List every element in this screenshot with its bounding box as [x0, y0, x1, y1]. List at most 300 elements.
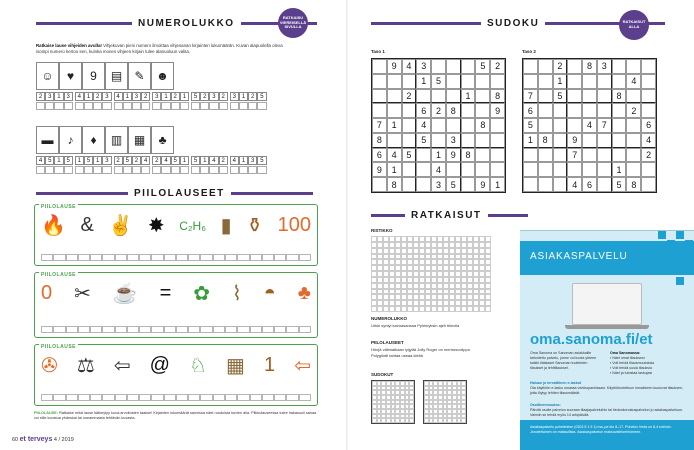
sudoku-cell[interactable]: 6: [523, 103, 538, 118]
sudoku-cell[interactable]: [538, 89, 553, 104]
sudoku-badge: RATKAISUT ALLA: [619, 10, 649, 40]
piilolause-letter-cell[interactable]: [66, 326, 78, 333]
piilolause-letter-cell[interactable]: [102, 326, 114, 333]
sudoku-cell[interactable]: 1: [490, 177, 505, 192]
sudoku-cell[interactable]: [612, 148, 627, 163]
sudoku-cell[interactable]: [626, 162, 641, 177]
sudoku-cell[interactable]: 5: [475, 59, 490, 74]
answer-letter-cell[interactable]: [45, 102, 54, 110]
sudoku-cell[interactable]: 5: [523, 118, 538, 133]
piilolause-letter-cell[interactable]: [237, 326, 249, 333]
sudoku-cell[interactable]: [553, 148, 568, 163]
sudoku-cell[interactable]: [582, 133, 597, 148]
sudoku-cell[interactable]: [475, 103, 490, 118]
piilolause-letter-cell[interactable]: [127, 254, 139, 261]
folio-issue: 4 / 2019: [53, 437, 74, 443]
sudoku-cell[interactable]: 8: [372, 133, 387, 148]
sudoku-cell[interactable]: [416, 177, 431, 192]
piilolause-icons-1: [41, 213, 311, 238]
sudoku-cell[interactable]: [461, 103, 476, 118]
sudoku-cell[interactable]: [387, 103, 402, 118]
sudoku-cell[interactable]: 3: [416, 59, 431, 74]
answer-letter-cell[interactable]: [219, 102, 228, 110]
piilolause-letter-cell[interactable]: [200, 326, 212, 333]
sudoku-cell[interactable]: [582, 162, 597, 177]
piilolause-letter-cell[interactable]: [90, 254, 102, 261]
answer-letter-cell[interactable]: [248, 102, 257, 110]
sudoku-cell[interactable]: [431, 133, 446, 148]
sudoku-cell[interactable]: 4: [626, 74, 641, 89]
sudoku-cell[interactable]: [490, 162, 505, 177]
answer-letter-cell[interactable]: [180, 166, 189, 174]
piilolause-letter-cell[interactable]: [237, 254, 249, 261]
sudoku-cell[interactable]: [626, 118, 641, 133]
sudoku-cell[interactable]: 4: [567, 177, 582, 192]
piilolause-letter-cell[interactable]: [237, 394, 249, 401]
rebus-answer-2[interactable]: [36, 166, 267, 174]
piilolause-letter-cell[interactable]: [139, 394, 151, 401]
sudoku-cell[interactable]: [567, 162, 582, 177]
sudoku-cell[interactable]: 6: [416, 103, 431, 118]
piilolause-letter-cell[interactable]: [41, 326, 53, 333]
sudoku-cell[interactable]: [402, 74, 417, 89]
piilolause-letter-cell[interactable]: [274, 254, 286, 261]
piilolause-answer-3[interactable]: [41, 394, 311, 401]
piilolause-letter-cell[interactable]: [250, 326, 262, 333]
sudoku-cell[interactable]: 5: [402, 148, 417, 163]
sudoku-cell[interactable]: [582, 148, 597, 163]
piilolause-letter-cell[interactable]: [225, 326, 237, 333]
ad-bottom-band: Asiakaspalvelu puhelimitse (0303 5 1 5 1) ma–pe klo 8–17. Puhelun hinta on 8,4 snt/min. Jonotettuinen on maksullista. Asiakaspalvelun maksuvaihtoehtoineen.: [520, 420, 694, 450]
ratkaisut-title: RATKAISUT: [411, 210, 482, 221]
answer-letter-cell[interactable]: [64, 166, 73, 174]
sudoku-cell[interactable]: 2: [641, 148, 656, 163]
piilolause-letter-cell[interactable]: [53, 326, 65, 333]
piilolause-letter-cell[interactable]: [262, 326, 274, 333]
sudoku-cell[interactable]: [475, 89, 490, 104]
sudoku-cell[interactable]: [475, 162, 490, 177]
sudoku-cell[interactable]: [372, 59, 387, 74]
answer-letter-cell[interactable]: [102, 102, 111, 110]
answer-letter-cell[interactable]: [54, 166, 63, 174]
sudoku-cell[interactable]: [612, 103, 627, 118]
sudoku-cell[interactable]: [597, 177, 612, 192]
piilolause-letter-cell[interactable]: [176, 254, 188, 261]
piilolause-letter-cell[interactable]: [151, 394, 163, 401]
sudoku-cell[interactable]: [538, 118, 553, 133]
answer-letter-cell[interactable]: [141, 102, 150, 110]
sudoku-cell[interactable]: [461, 177, 476, 192]
sudoku-cell[interactable]: [387, 89, 402, 104]
sudoku-cell[interactable]: [402, 133, 417, 148]
answer-letter-cell[interactable]: [257, 102, 266, 110]
answer-letter-cell[interactable]: [84, 102, 93, 110]
sudoku-cell[interactable]: 4: [431, 162, 446, 177]
sudoku-cell[interactable]: [446, 74, 461, 89]
answer-letter-cell[interactable]: [93, 102, 102, 110]
sudoku-cell[interactable]: [626, 59, 641, 74]
ad-col2-item: ▪ Näet omat tilauksesi: [610, 356, 645, 361]
digit-cell: 3: [209, 92, 218, 101]
sudoku-cell[interactable]: [523, 177, 538, 192]
sudoku-cell[interactable]: 2: [490, 59, 505, 74]
answer-letter-cell[interactable]: [171, 166, 180, 174]
piilolause-letter-cell[interactable]: [41, 254, 53, 261]
sudoku-cell[interactable]: 9: [387, 59, 402, 74]
answer-letter-cell[interactable]: [191, 166, 200, 174]
answer-letter-cell[interactable]: [114, 102, 123, 110]
answer-letter-cell[interactable]: [36, 102, 45, 110]
piilolause-letter-cell[interactable]: [164, 254, 176, 261]
sudoku-cell[interactable]: 8: [490, 89, 505, 104]
sudoku-cell[interactable]: [626, 133, 641, 148]
sudoku-cell[interactable]: [567, 74, 582, 89]
piilolause-letter-cell[interactable]: [274, 394, 286, 401]
sudoku-cell[interactable]: 5: [553, 89, 568, 104]
sudoku-cell[interactable]: [387, 133, 402, 148]
piilolause-letter-cell[interactable]: [151, 254, 163, 261]
sudoku-cell[interactable]: 2: [431, 103, 446, 118]
sudoku-cell[interactable]: [538, 162, 553, 177]
sudoku-cell[interactable]: [523, 162, 538, 177]
piilolause-letter-cell[interactable]: [127, 394, 139, 401]
answer-letter-cell[interactable]: [248, 166, 257, 174]
answer-letter-cell[interactable]: [257, 166, 266, 174]
sudoku-cell[interactable]: 8: [538, 133, 553, 148]
sudoku-cell[interactable]: [538, 74, 553, 89]
sudoku-cell[interactable]: [490, 148, 505, 163]
digit-cell: 1: [123, 92, 132, 101]
sudoku-cell[interactable]: [553, 133, 568, 148]
piilolause-letter-cell[interactable]: [139, 326, 151, 333]
sudoku-cell[interactable]: [461, 133, 476, 148]
piilolause-letter-cell[interactable]: [78, 326, 90, 333]
sudoku-cell[interactable]: 1: [387, 162, 402, 177]
sudoku-cell[interactable]: [597, 133, 612, 148]
piilolause-picture-icon: ♘: [189, 355, 207, 377]
piilolause-letter-cell[interactable]: [200, 254, 212, 261]
sudoku-cell[interactable]: 2: [553, 59, 568, 74]
piilolause-letter-cell[interactable]: [53, 254, 65, 261]
sudoku-cell[interactable]: [490, 74, 505, 89]
sudoku-cell[interactable]: [612, 133, 627, 148]
sudoku-cell[interactable]: [446, 59, 461, 74]
sudoku-cell[interactable]: [372, 89, 387, 104]
sudoku-cell[interactable]: [461, 162, 476, 177]
piilolause-letter-cell[interactable]: [164, 394, 176, 401]
sudoku-cell[interactable]: 9: [475, 177, 490, 192]
sudoku-cell[interactable]: [372, 103, 387, 118]
sudoku-cell[interactable]: [461, 118, 476, 133]
sudoku-cell[interactable]: 1: [431, 148, 446, 163]
sudoku-cell[interactable]: [641, 89, 656, 104]
piilolause-letter-cell[interactable]: [299, 326, 311, 333]
folio-magazine: et terveys: [19, 436, 53, 443]
answer-letter-cell[interactable]: [123, 102, 132, 110]
sudoku-cell[interactable]: 1: [416, 74, 431, 89]
sudoku-cell[interactable]: [431, 118, 446, 133]
sudoku-cell[interactable]: [597, 89, 612, 104]
sudoku-cell[interactable]: [416, 148, 431, 163]
answer-letter-cell[interactable]: [161, 166, 170, 174]
sudoku-cell[interactable]: [431, 59, 446, 74]
sudoku-cell[interactable]: 4: [416, 118, 431, 133]
answer-letter-cell[interactable]: [132, 102, 141, 110]
sudoku-cell[interactable]: [641, 74, 656, 89]
sudoku-cell[interactable]: [582, 74, 597, 89]
piilolause-letter-cell[interactable]: [274, 326, 286, 333]
sudoku-cell[interactable]: 8: [582, 59, 597, 74]
sudoku-cell[interactable]: 3: [431, 177, 446, 192]
piilolause-letter-cell[interactable]: [225, 394, 237, 401]
sudoku-cell[interactable]: [431, 89, 446, 104]
sudoku-cell[interactable]: [567, 118, 582, 133]
sudoku-cell[interactable]: [553, 103, 568, 118]
sudoku-cell[interactable]: [612, 59, 627, 74]
sudoku-cell[interactable]: 6: [582, 177, 597, 192]
sudoku-cell[interactable]: 4: [582, 118, 597, 133]
piilolause-box-2: [34, 272, 318, 338]
sudoku-cell[interactable]: 8: [461, 148, 476, 163]
sudoku-cell[interactable]: [372, 177, 387, 192]
sudoku-cell[interactable]: [567, 59, 582, 74]
answer-letter-cell[interactable]: [152, 166, 161, 174]
sudoku-cell[interactable]: 1: [553, 74, 568, 89]
piilolause-letter-cell[interactable]: [176, 394, 188, 401]
piilolause-letter-cell[interactable]: [213, 254, 225, 261]
piilolause-letter-cell[interactable]: [250, 254, 262, 261]
piilolause-letter-cell[interactable]: [102, 254, 114, 261]
answer-letter-cell[interactable]: [45, 166, 54, 174]
sudoku-cell[interactable]: 8: [612, 89, 627, 104]
sudoku-cell[interactable]: 6: [641, 118, 656, 133]
piilolause-letter-cell[interactable]: [66, 394, 78, 401]
sudoku-cell[interactable]: [416, 89, 431, 104]
sudoku-cell[interactable]: [402, 118, 417, 133]
sudoku-cell[interactable]: 9: [446, 148, 461, 163]
sudoku-cell[interactable]: 8: [475, 118, 490, 133]
sudoku-cell[interactable]: 5: [446, 177, 461, 192]
answer-letter-cell[interactable]: [152, 102, 161, 110]
sudoku-cell[interactable]: 5: [612, 177, 627, 192]
sudoku-cell[interactable]: 9: [372, 162, 387, 177]
piilolause-letter-cell[interactable]: [225, 254, 237, 261]
sudoku-cell[interactable]: [597, 74, 612, 89]
piilolause-letter-cell[interactable]: [286, 394, 298, 401]
sudoku-cell[interactable]: [626, 148, 641, 163]
rebus-picture-cell: [105, 62, 128, 90]
sudoku-cell[interactable]: [461, 59, 476, 74]
piilolause-letter-cell[interactable]: [41, 394, 53, 401]
sudoku-cell[interactable]: 4: [387, 148, 402, 163]
answer-letter-cell[interactable]: [171, 102, 180, 110]
piilolause-letter-cell[interactable]: [90, 326, 102, 333]
piilolause-letter-cell[interactable]: [115, 254, 127, 261]
sudoku-cell[interactable]: [538, 177, 553, 192]
sudoku-cell[interactable]: [490, 118, 505, 133]
piilolause-letter-cell[interactable]: [188, 254, 200, 261]
sudoku-cell[interactable]: 8: [446, 103, 461, 118]
answer-letter-cell[interactable]: [84, 166, 93, 174]
answer-letter-cell[interactable]: [219, 166, 228, 174]
answer-letter-cell[interactable]: [102, 166, 111, 174]
answer-letter-cell[interactable]: [75, 102, 84, 110]
sudoku-cell[interactable]: [641, 162, 656, 177]
sudoku-cell[interactable]: [538, 103, 553, 118]
piilolause-answer-1[interactable]: [41, 254, 311, 261]
ad-url[interactable]: oma.sanoma.fi/et: [530, 331, 653, 348]
sudoku-taso1[interactable]: [371, 58, 506, 193]
piilolause-letter-cell[interactable]: [213, 326, 225, 333]
sudoku-cell[interactable]: 9: [490, 103, 505, 118]
sudoku-cell[interactable]: [612, 74, 627, 89]
answer-letter-cell[interactable]: [200, 102, 209, 110]
numerolukko-solution: Urkki syntyi kavuasansaa Pyhimyksin ajeli triinvila: [371, 323, 460, 328]
piilolause-letter-cell[interactable]: [78, 394, 90, 401]
sudoku-cell[interactable]: [641, 177, 656, 192]
answer-letter-cell[interactable]: [209, 166, 218, 174]
sudoku-cell[interactable]: 1: [387, 118, 402, 133]
piilolause-letter-cell[interactable]: [188, 394, 200, 401]
sudoku-cell[interactable]: 9: [567, 133, 582, 148]
sudoku-cell[interactable]: [538, 148, 553, 163]
sudoku-cell[interactable]: 8: [626, 177, 641, 192]
sudoku-cell[interactable]: [597, 162, 612, 177]
sudoku-cell[interactable]: [461, 74, 476, 89]
sudoku-cell[interactable]: [402, 103, 417, 118]
sudoku-cell[interactable]: 4: [402, 59, 417, 74]
sudoku-cell[interactable]: 3: [446, 133, 461, 148]
piilolause-letter-cell[interactable]: [262, 394, 274, 401]
sudoku-cell[interactable]: [446, 118, 461, 133]
answer-letter-cell[interactable]: [132, 166, 141, 174]
sudoku-cell[interactable]: [446, 162, 461, 177]
sudoku-cell[interactable]: [490, 133, 505, 148]
piilolause-letter-cell[interactable]: [299, 394, 311, 401]
sudoku-cell[interactable]: [475, 133, 490, 148]
piilolause-letter-cell[interactable]: [299, 254, 311, 261]
sudoku-cell[interactable]: [553, 177, 568, 192]
answer-letter-cell[interactable]: [141, 166, 150, 174]
answer-letter-cell[interactable]: [239, 102, 248, 110]
answer-letter-cell[interactable]: [123, 166, 132, 174]
sudoku-cell[interactable]: [553, 162, 568, 177]
sudoku-cell[interactable]: [582, 89, 597, 104]
piilolause-letter-cell[interactable]: [151, 326, 163, 333]
answer-letter-cell[interactable]: [200, 166, 209, 174]
rebus-answer-1[interactable]: [36, 102, 267, 110]
sudoku-cell[interactable]: 7: [597, 118, 612, 133]
sudoku-cell[interactable]: [612, 118, 627, 133]
sudoku-cell[interactable]: [402, 162, 417, 177]
sudoku-taso2[interactable]: [522, 58, 657, 193]
sudoku-cell[interactable]: 4: [641, 133, 656, 148]
piilolause-letter-cell[interactable]: [78, 254, 90, 261]
sudoku-cell[interactable]: 7: [372, 118, 387, 133]
sudoku-cell[interactable]: [567, 103, 582, 118]
sudoku-cell[interactable]: 1: [612, 162, 627, 177]
piilolause-letter-cell[interactable]: [115, 326, 127, 333]
sudoku-cell[interactable]: 1: [523, 133, 538, 148]
piilolause-letter-cell[interactable]: [176, 326, 188, 333]
sudoku-cell[interactable]: [597, 148, 612, 163]
ad-col1: Oma Sanoma on Sanoman asiakkaille tarkoitettu palvelu, jonne voi koota yhteen kaikki tilatkaset Sanoman tuotteiden tilaukset ja lehtitilaukset.: [530, 351, 597, 371]
piilolause-letter-cell[interactable]: [286, 254, 298, 261]
sudoku-cell[interactable]: 2: [402, 89, 417, 104]
sudoku-cell[interactable]: 7: [567, 148, 582, 163]
sudoku-cell[interactable]: [416, 162, 431, 177]
piilolause-letter-cell[interactable]: [115, 394, 127, 401]
piilolause-letter-cell[interactable]: [250, 394, 262, 401]
piilolause-answer-2[interactable]: [41, 326, 311, 333]
sudoku-cell[interactable]: 8: [387, 177, 402, 192]
sudoku-cell[interactable]: [523, 74, 538, 89]
sudoku-cell[interactable]: [402, 177, 417, 192]
piilolause-letter-cell[interactable]: [200, 394, 212, 401]
answer-letter-cell[interactable]: [54, 102, 63, 110]
sudoku-cell[interactable]: [567, 89, 582, 104]
sudoku-cell[interactable]: [597, 103, 612, 118]
answer-letter-cell[interactable]: [239, 166, 248, 174]
piilolause-letter-cell[interactable]: [164, 326, 176, 333]
sudoku-cell[interactable]: [538, 59, 553, 74]
sudoku-cell[interactable]: 6: [372, 148, 387, 163]
sudoku-cell[interactable]: [582, 103, 597, 118]
answer-letter-cell[interactable]: [64, 102, 73, 110]
piilolause-picture-icon: ✿: [193, 283, 211, 305]
answer-letter-cell[interactable]: [209, 102, 218, 110]
answer-letter-cell[interactable]: [75, 166, 84, 174]
rebus-picture-icon: ✎: [134, 69, 145, 83]
piilolause-letter-cell[interactable]: [66, 254, 78, 261]
sudoku-cell[interactable]: [641, 59, 656, 74]
sudoku-cell[interactable]: [372, 74, 387, 89]
sudoku-cell[interactable]: [641, 103, 656, 118]
piilolause-letter-cell[interactable]: [90, 394, 102, 401]
sudoku-cell[interactable]: 7: [523, 89, 538, 104]
piilolause-letter-cell[interactable]: [127, 326, 139, 333]
sudoku-cell[interactable]: [523, 148, 538, 163]
piilolause-letter-cell[interactable]: [188, 326, 200, 333]
piilolause-letter-cell[interactable]: [262, 254, 274, 261]
answer-letter-cell[interactable]: [180, 102, 189, 110]
answer-letter-cell[interactable]: [93, 166, 102, 174]
sudoku-cell[interactable]: [626, 89, 641, 104]
piilolause-letter-cell[interactable]: [139, 254, 151, 261]
sudoku-cell[interactable]: 1: [461, 89, 476, 104]
answer-letter-cell[interactable]: [161, 102, 170, 110]
sudoku-cell[interactable]: 5: [416, 133, 431, 148]
sudoku-cell[interactable]: 5: [431, 74, 446, 89]
sudoku-cell[interactable]: [475, 74, 490, 89]
sudoku-cell[interactable]: [553, 118, 568, 133]
piilolause-letter-cell[interactable]: [213, 394, 225, 401]
sudoku-cell[interactable]: 3: [597, 59, 612, 74]
answer-letter-cell[interactable]: [114, 166, 123, 174]
answer-letter-cell[interactable]: [191, 102, 200, 110]
piilolause-letter-cell[interactable]: [102, 394, 114, 401]
piilolause-letter-cell[interactable]: [286, 326, 298, 333]
answer-letter-cell[interactable]: [36, 166, 45, 174]
sudoku-cell[interactable]: 2: [626, 103, 641, 118]
sudoku-cell[interactable]: [387, 74, 402, 89]
piilolause-letter-cell[interactable]: [53, 394, 65, 401]
answer-letter-cell[interactable]: [230, 166, 239, 174]
answer-letter-cell[interactable]: [230, 102, 239, 110]
sudoku-cell[interactable]: [523, 59, 538, 74]
sudoku-cell[interactable]: [446, 89, 461, 104]
sudoku-cell[interactable]: [475, 148, 490, 163]
